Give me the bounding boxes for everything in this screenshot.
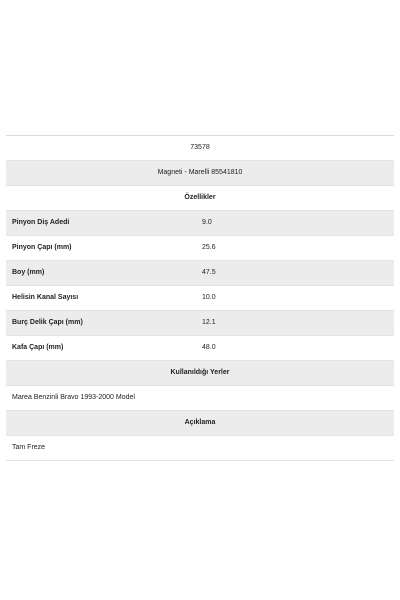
description-text: Tam Freze xyxy=(6,436,394,461)
product-spec-table xyxy=(6,135,394,461)
description-heading-row xyxy=(6,411,394,436)
feature-row xyxy=(6,286,394,311)
usage-text: Marea Benzinli Bravo 1993-2000 Model xyxy=(6,386,394,411)
description-row xyxy=(6,436,394,461)
feature-label: Pinyon Diş Adedi xyxy=(6,211,200,236)
feature-row xyxy=(6,236,394,261)
description-heading: Açıklama xyxy=(6,411,394,436)
features-heading-row xyxy=(6,186,394,211)
product-code: 73578 xyxy=(6,136,394,161)
feature-label: Boy (mm) xyxy=(6,261,200,286)
product-reference-row xyxy=(6,161,394,186)
feature-label: Kafa Çapı (mm) xyxy=(6,336,200,361)
feature-value: 10.0 xyxy=(200,286,394,311)
usage-row xyxy=(6,386,394,411)
feature-value: 48.0 xyxy=(200,336,394,361)
product-reference: Magneti - Marelli 85541810 xyxy=(6,161,394,186)
feature-label: Helisin Kanal Sayısı xyxy=(6,286,200,311)
feature-row xyxy=(6,211,394,236)
feature-value: 25.6 xyxy=(200,236,394,261)
feature-row xyxy=(6,311,394,336)
usage-heading: Kullanıldığı Yerler xyxy=(6,361,394,386)
feature-value: 12.1 xyxy=(200,311,394,336)
feature-value: 47.5 xyxy=(200,261,394,286)
features-heading: Özellikler xyxy=(6,186,394,211)
feature-row xyxy=(6,261,394,286)
feature-label: Pinyon Çapı (mm) xyxy=(6,236,200,261)
usage-heading-row xyxy=(6,361,394,386)
product-code-row xyxy=(6,136,394,161)
feature-value: 9.0 xyxy=(200,211,394,236)
feature-label: Burç Delik Çapı (mm) xyxy=(6,311,200,336)
feature-row xyxy=(6,336,394,361)
